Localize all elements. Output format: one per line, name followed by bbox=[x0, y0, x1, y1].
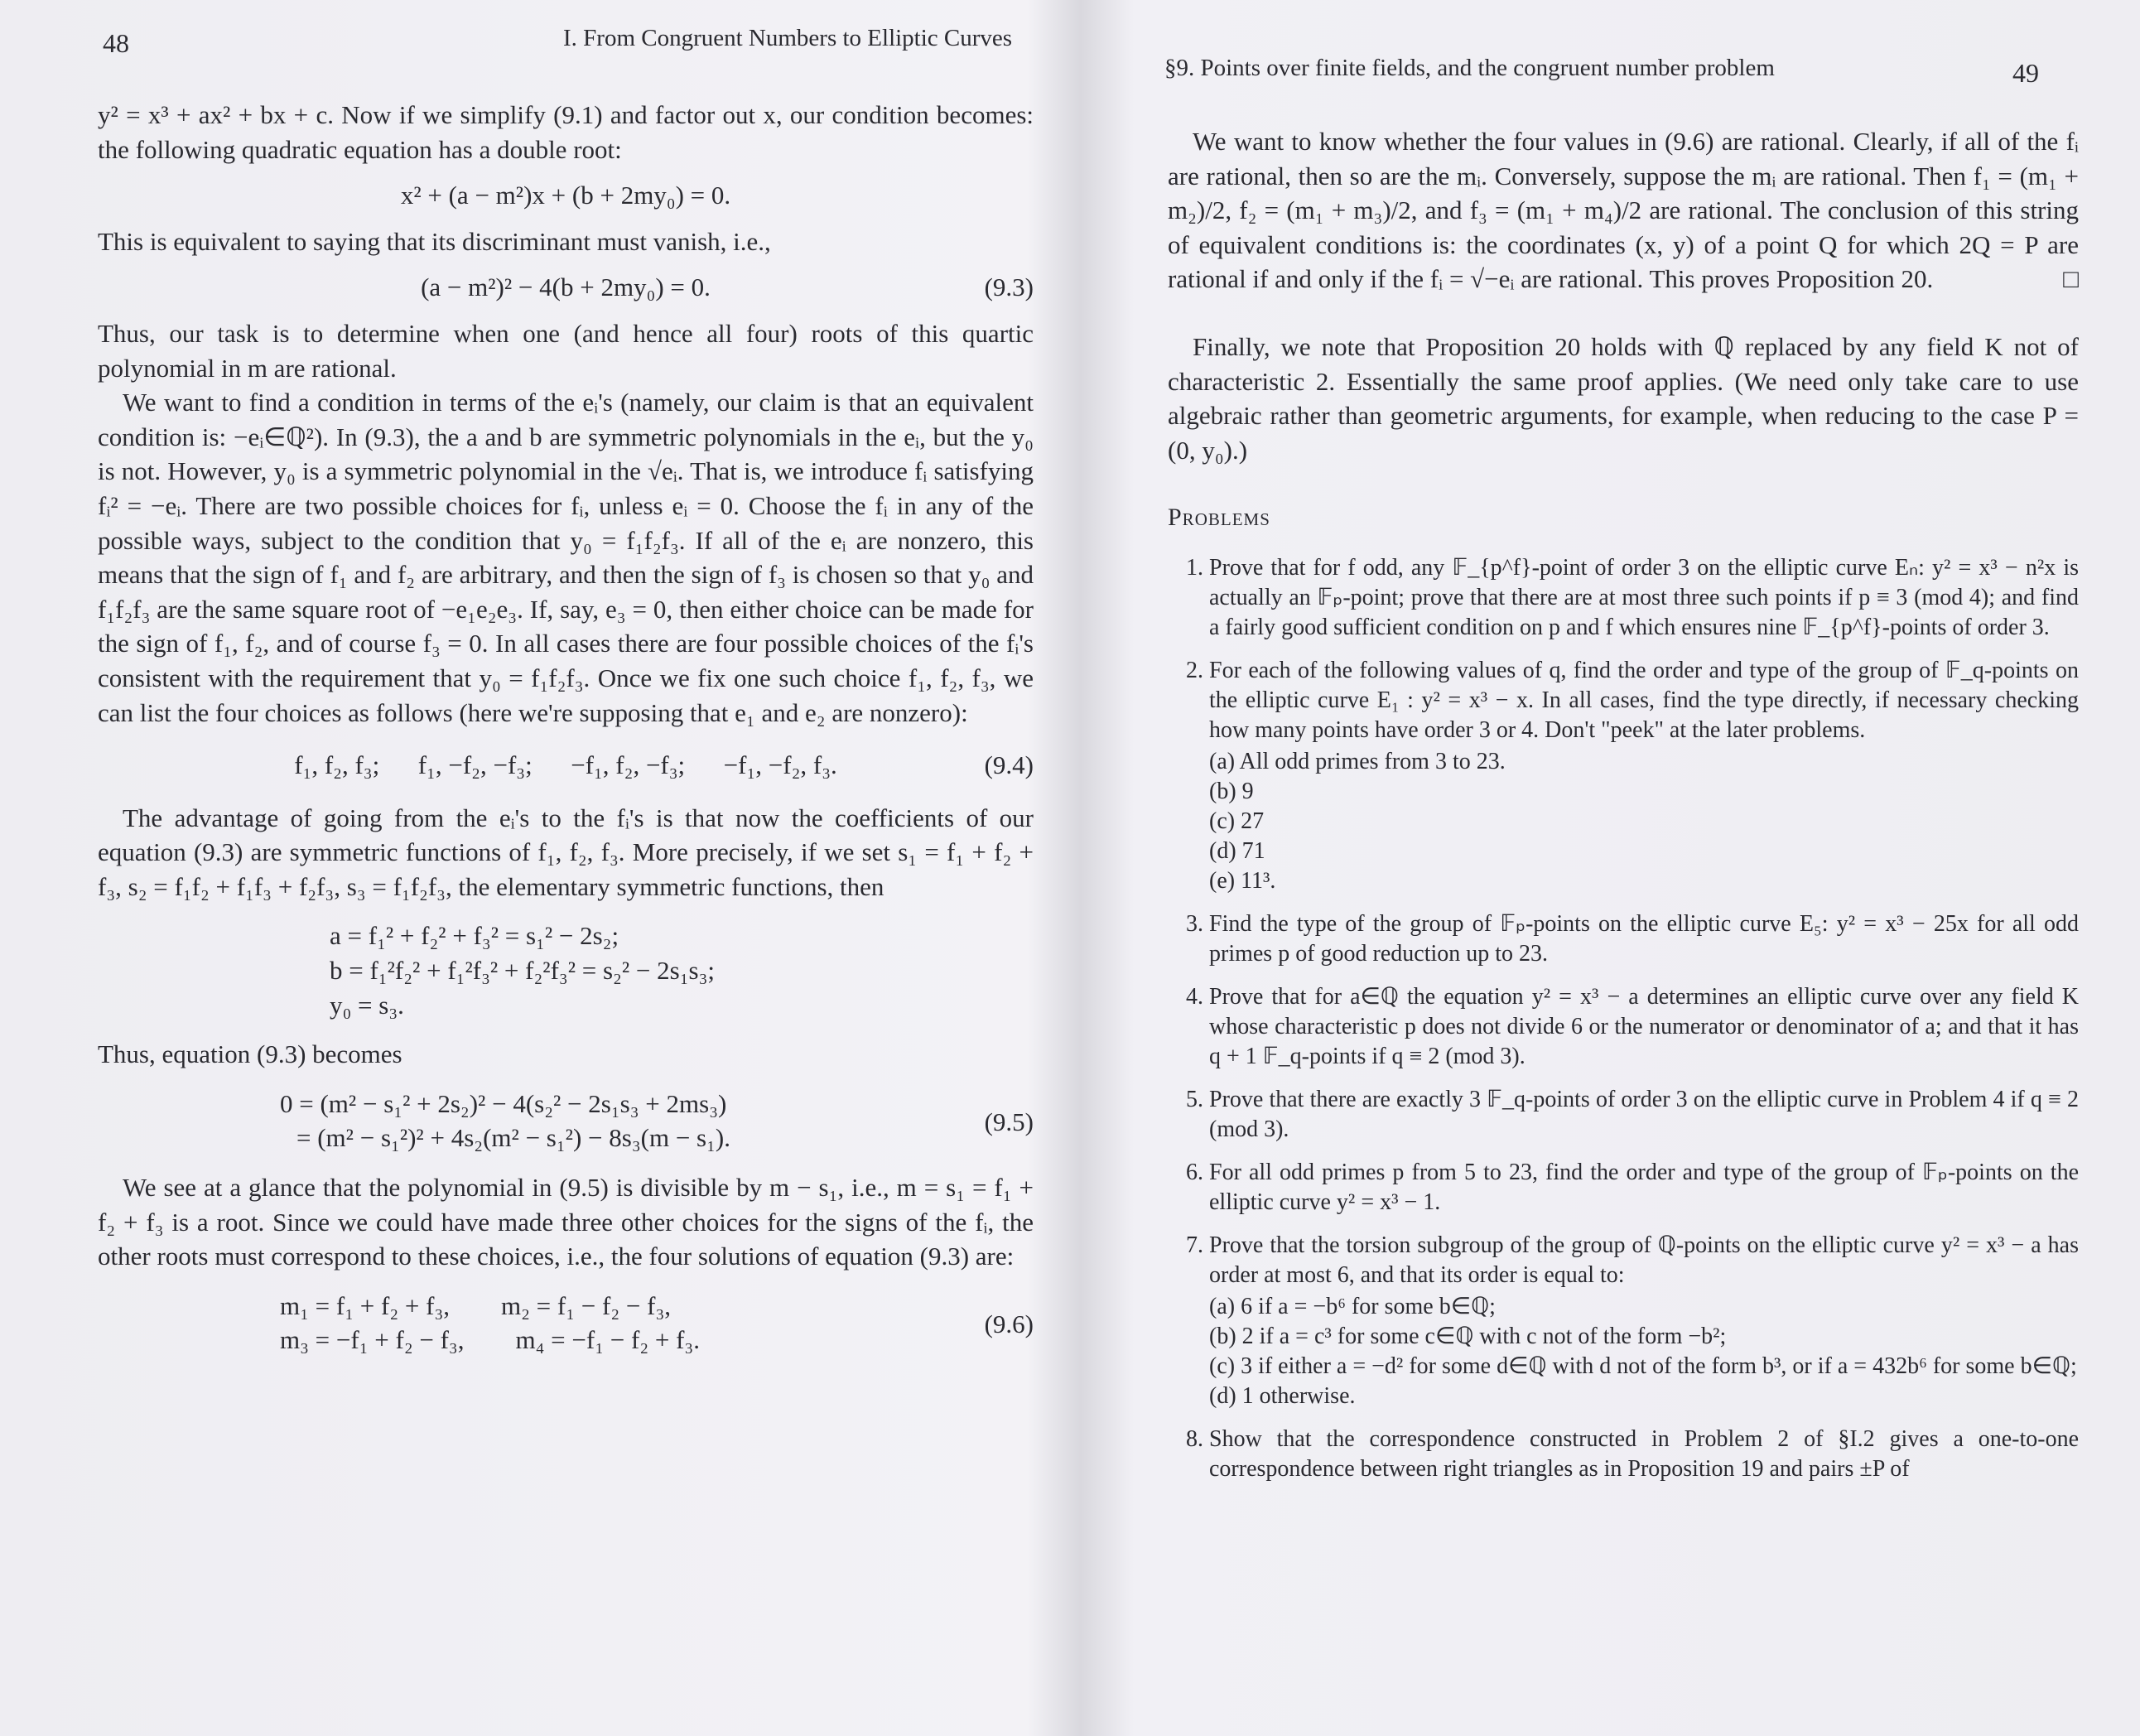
equation: x² + (a − m²)x + (b + 2my₀) = 0. bbox=[400, 181, 731, 210]
problem-text: Prove that for f odd, any 𝔽_{p^f}-point of order 3 on the elliptic curve Eₙ: y² = x³ − n²x is actually an 𝔽ₚ-point; prove that there are at most three such points if p ≡ 3 (mod 4); and find a fairly good sufficient condition on p and f which ensures nine 𝔽_{p^f}-points of order 3. bbox=[1209, 554, 2079, 640]
paragraph: y² = x³ + ax² + bx + c. Now if we simplify (9.1) and factor out x, our condition becomes: the following quadratic equation has a double root: bbox=[98, 100, 1034, 164]
problem-subpart: (a) All odd primes from 3 to 23. bbox=[1209, 748, 1506, 774]
paragraph-text: We want to know whether the four values in (9.6) are rational. Clearly, if all of the fᵢ are rational, then so are the mᵢ. Conversely, suppose the mᵢ are rational. Then f₁ = (m₁ + m₂)/2, f₂ = (m₁ + m₃)/2, and f₃ = (m₁ + m₄)/2 are rational. The conclusion of this string of equivalent conditions is: the coordinates (x, y) of a point Q for which 2Q = P are rational if and only if the fᵢ = √−eᵢ are rational. This proves Proposition 20. bbox=[1168, 127, 2079, 294]
equation-label: (9.4) bbox=[984, 750, 1034, 780]
problem-text: Find the type of the group of 𝔽ₚ-points on the elliptic curve E₅: y² = x³ − 25x for all odd primes p of good reduction up to 23. bbox=[1209, 910, 2079, 967]
paragraph bbox=[1168, 124, 2079, 297]
right-body bbox=[1168, 124, 2079, 1497]
page-number: 48 bbox=[103, 28, 129, 58]
paragraph: Thus, equation (9.3) becomes bbox=[98, 1039, 402, 1069]
running-head: I. From Congruent Numbers to Elliptic Curves bbox=[563, 25, 1013, 51]
problem-item bbox=[1209, 656, 2079, 896]
problem-item bbox=[1209, 1231, 2079, 1411]
left-page bbox=[0, 0, 1068, 1736]
equation-line: b = f₁²f₂² + f₁²f₃² + f₂²f₃² = s₂² − 2s₁s₃; bbox=[330, 956, 715, 986]
problem-text: For each of the following values of q, find the order and type of the group of 𝔽_q-points on the elliptic curve E₁ : y² = x³ − x. In all cases, find the type directly, if necessary checking how many points have order 3 or 4. Don't "peek" at the later problems. bbox=[1209, 657, 2079, 743]
problem-subpart: (c) 3 if either a = −d² for some d∈ℚ with d not of the form b³, or if a = 432b⁶ for some b∈ℚ; bbox=[1209, 1353, 2077, 1379]
equation-line: a = f₁² + f₂² + f₃² = s₁² − 2s₂; bbox=[330, 921, 619, 951]
paragraph: Thus, our task is to determine when one (and hence all four) roots of this quartic polynomial in m are rational. bbox=[98, 318, 1034, 383]
problem-subpart: (a) 6 if a = −b⁶ for some b∈ℚ; bbox=[1209, 1293, 1496, 1319]
problem-subpart: (b) 9 bbox=[1209, 778, 1254, 804]
problem-item bbox=[1209, 1158, 2079, 1218]
equation: f₁, f₂, f₃; f₁, −f₂, −f₃; −f₁, f₂, −f₃; −f₁, −f₂, f₃. bbox=[294, 750, 837, 780]
problem-subpart: (b) 2 if a = c³ for some c∈ℚ with c not of the form −b²; bbox=[1209, 1323, 1727, 1349]
display-equation-block bbox=[98, 1289, 1034, 1357]
display-equation-block bbox=[98, 919, 1034, 1022]
problems-list bbox=[1168, 553, 2079, 1484]
problem-text: For all odd primes p from 5 to 23, find the order and type of the group of 𝔽ₚ-points on the elliptic curve y² = x³ − 1. bbox=[1209, 1159, 2079, 1215]
equation: (a − m²)² − 4(b + 2my₀) = 0. bbox=[421, 272, 711, 302]
problem-item bbox=[1209, 909, 2079, 969]
equation-line: = (m² − s₁²)² + 4s₂(m² − s₁²) − 8s₃(m − s₁). bbox=[296, 1123, 731, 1153]
problem-text: Prove that the torsion subgroup of the group of ℚ-points on the elliptic curve y² = x³ − a has order at most 6, and that its order is equal to: bbox=[1209, 1232, 2079, 1288]
problem-subparts bbox=[1209, 747, 2079, 896]
problem-item bbox=[1209, 1085, 2079, 1145]
display-equation bbox=[98, 178, 1034, 213]
display-equation bbox=[98, 748, 1034, 783]
left-body bbox=[98, 98, 1034, 1372]
problem-text: Prove that there are exactly 3 𝔽_q-points of order 3 on the elliptic curve in Problem 4 if q ≡ 2 (mod 3). bbox=[1209, 1086, 2079, 1142]
running-head: §9. Points over finite fields, and the congruent number problem bbox=[1164, 55, 1775, 81]
problem-item bbox=[1209, 1425, 2079, 1484]
equation-line: m₃ = −f₁ + f₂ − f₃, m₄ = −f₁ − f₂ + f₃. bbox=[280, 1325, 700, 1355]
equation-line: y₀ = s₃. bbox=[330, 990, 404, 1020]
paragraph: The advantage of going from the eᵢ's to the fᵢ's is that now the coefficients of our equation (9.3) are symmetric functions of f₁, f₂, f₃. More precisely, if we set s₁ = f₁ + f₂ + f₃, s₂ = f₁f₂ + f₁f₃ + f₂f₃, s₃ = f₁f₂f₃, the elementary symmetric functions, then bbox=[98, 803, 1034, 901]
paragraph: Finally, we note that Proposition 20 holds with ℚ replaced by any field K not of characteristic 2. Essentially the same proof applies. (We need only take care to use algebraic rather than geometric arguments, for example, when reducing to the case P = (0, y₀).) bbox=[1168, 331, 2079, 465]
equation-label: (9.3) bbox=[984, 272, 1034, 302]
display-equation bbox=[98, 270, 1034, 305]
problem-subpart: (d) 1 otherwise. bbox=[1209, 1382, 1356, 1409]
equation-label: (9.5) bbox=[984, 1107, 1034, 1136]
problem-subpart: (d) 71 bbox=[1209, 837, 1265, 864]
section-heading: Problems bbox=[1168, 504, 1270, 532]
spacer bbox=[1168, 297, 2079, 330]
display-equation-block bbox=[98, 1087, 1034, 1155]
problem-text: Show that the correspondence constructed in Problem 2 of §I.2 gives a one-to-one correspondence between right triangles as in Proposition 19 and pairs ±P of bbox=[1209, 1425, 2079, 1482]
problem-subpart: (e) 11³. bbox=[1209, 867, 1276, 894]
right-page bbox=[1101, 0, 2140, 1736]
problem-text: Prove that for a∈ℚ the equation y² = x³ − a determines an elliptic curve over any field K whose characteristic p does not divide 6 or the numerator or denominator of a; and that it has q + 1 𝔽_q-points if q ≡ 2 (mod 3). bbox=[1209, 983, 2079, 1069]
problem-item bbox=[1209, 553, 2079, 643]
page-number: 49 bbox=[2012, 58, 2039, 88]
problem-subpart: (c) 27 bbox=[1209, 808, 1265, 834]
equation-line: 0 = (m² − s₁² + 2s₂)² − 4(s₂² − 2s₁s₃ + 2ms₃) bbox=[280, 1088, 727, 1118]
paragraph: We see at a glance that the polynomial in (9.5) is divisible by m − s₁, i.e., m = s₁ = f₁ + f₂ + f₃ is a root. Since we could have made three other choices for the signs of the fᵢ, the other roots must correspond to these choices, i.e., the four solutions of equation (9.3) are: bbox=[98, 1173, 1034, 1271]
paragraph: This is equivalent to saying that its discriminant must vanish, i.e., bbox=[98, 226, 771, 256]
equation-label: (9.6) bbox=[984, 1309, 1034, 1338]
problem-item bbox=[1209, 982, 2079, 1072]
problem-subparts bbox=[1209, 1292, 2079, 1411]
equation-line: m₁ = f₁ + f₂ + f₃, m₂ = f₁ − f₂ − f₃, bbox=[280, 1290, 672, 1320]
qed-symbol: □ bbox=[2063, 264, 2079, 294]
paragraph: We want to find a condition in terms of the eᵢ's (namely, our claim is that an equivalent condition is: −eᵢ∈ℚ²). In (9.3), the a and b are symmetric polynomials in the eᵢ, but the y₀ is not. However, y₀ is a symmetric polynomial in the √eᵢ. That is, we introduce fᵢ satisfying fᵢ² = −eᵢ. There are two possible choices for fᵢ, unless eᵢ = 0. Choose the fᵢ in any of the possible ways, subject to the condition that y₀ = f₁f₂f₃. If all of the eᵢ are nonzero, this means that the sign of f₁ and f₂ are arbitrary, and then the sign of f₃ is chosen so that y₀ and f₁f₂f₃ are the same square root of −e₁e₂e₃. If, say, e₃ = 0, then either choice can be made for the sign of f₁, f₂, and of course f₃ = 0. In all cases there are four possible choices of the fᵢ's consistent with the requirement that y₀ = f₁f₂f₃. Once we fix one such choice f₁, f₂, f₃, we can list the four choices as follows (here we're supposing that e₁ and e₂ are nonzero): bbox=[98, 388, 1034, 727]
